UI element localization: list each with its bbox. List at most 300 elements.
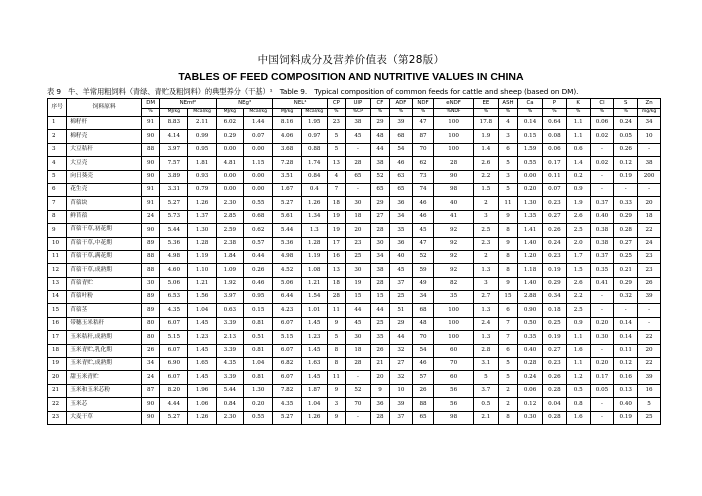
table-cell: 1.37 xyxy=(188,210,216,223)
table-cell: 5 xyxy=(473,371,498,384)
table-cell: 15 xyxy=(370,291,389,304)
table-cell: 28 xyxy=(345,358,370,371)
table-cell: 68 xyxy=(390,130,413,143)
table-cell: 1.96 xyxy=(188,384,216,397)
table-cell: 56 xyxy=(434,384,474,397)
table-cell: 1.23 xyxy=(301,331,327,344)
table-cell: 0.16 xyxy=(614,371,638,384)
row-number: 3 xyxy=(48,143,67,156)
table-cell: 0.15 xyxy=(518,130,543,143)
table-cell: 0.06 xyxy=(518,384,543,397)
table-cell: 82 xyxy=(434,277,474,290)
feed-name: 玉米秸秆,成熟期 xyxy=(67,331,142,344)
table-cell: 0.40 xyxy=(614,398,638,411)
table-cell: 1.20 xyxy=(518,250,543,263)
table-cell: 28 xyxy=(434,157,474,170)
table-cell: 9 xyxy=(327,317,345,330)
table-cell: 3.1 xyxy=(473,358,498,371)
table-cell: 35 xyxy=(390,224,413,237)
unit-ash: % xyxy=(498,109,517,117)
table-cell: 98 xyxy=(434,411,474,424)
table-cell: 92 xyxy=(434,224,474,237)
row-number: 12 xyxy=(48,264,67,277)
table-cell: 5.15 xyxy=(160,331,188,344)
feed-name: 玉米青贮,成熟期 xyxy=(67,358,142,371)
table-cell: 13 xyxy=(327,264,345,277)
table-cell: - xyxy=(590,304,614,317)
table-cell: 0.05 xyxy=(590,384,614,397)
table-cell: 1.54 xyxy=(301,291,327,304)
table-cell: 60 xyxy=(434,371,474,384)
header-uip: UIP xyxy=(345,99,370,109)
table-cell: 0.50 xyxy=(518,317,543,330)
table-cell: 0.27 xyxy=(543,344,567,357)
table-cell: 1.5 xyxy=(473,183,498,196)
table-cell: 2.38 xyxy=(216,237,243,250)
table-cell: 5.27 xyxy=(160,411,188,424)
feed-name: 花生壳 xyxy=(67,183,142,196)
table-cell: 3.68 xyxy=(273,143,301,156)
table-cell: 5 xyxy=(498,371,517,384)
table-cell: 0.23 xyxy=(543,250,567,263)
table-cell: 0.26 xyxy=(614,143,638,156)
table-cell: 46 xyxy=(412,210,434,223)
feed-name: 苜蓿干草,中花期 xyxy=(67,237,142,250)
table-cell: 19 xyxy=(327,210,345,223)
table-cell: 2.2 xyxy=(566,291,590,304)
header-adf: ADF xyxy=(390,99,413,109)
table-cell: 5.15 xyxy=(273,331,301,344)
table-row xyxy=(48,264,661,277)
table-cell: 73 xyxy=(412,170,434,183)
table-cell: 0.5 xyxy=(566,384,590,397)
table-cell: 4.14 xyxy=(160,130,188,143)
table-cell: 87 xyxy=(412,130,434,143)
table-cell: 0.00 xyxy=(216,143,243,156)
table-cell: 1.04 xyxy=(188,304,216,317)
table-cell: 5.27 xyxy=(273,197,301,210)
table-cell: 0.63 xyxy=(216,304,243,317)
table-cell: 1.21 xyxy=(188,277,216,290)
table-cell: 34 xyxy=(370,250,389,263)
table-row xyxy=(48,237,661,250)
table-cell: 1.01 xyxy=(301,304,327,317)
table-cell: 57 xyxy=(412,371,434,384)
table-cell: 5 xyxy=(498,183,517,196)
table-cell: 5.06 xyxy=(273,277,301,290)
table-row xyxy=(48,344,661,357)
table-row xyxy=(48,291,661,304)
row-number: 6 xyxy=(48,183,67,196)
table-cell: 4.98 xyxy=(273,250,301,263)
table-cell: 5 xyxy=(327,331,345,344)
table-cell: 0.27 xyxy=(614,237,638,250)
table-cell: 3.97 xyxy=(160,143,188,156)
table-row xyxy=(48,183,661,196)
table-cell: - xyxy=(590,344,614,357)
table-cell: 8 xyxy=(327,344,345,357)
header-zn: Zn xyxy=(638,99,661,109)
table-cell: 0.88 xyxy=(301,143,327,156)
feed-name: 玉米和玉米芯粉 xyxy=(67,384,142,397)
table-cell: 7.82 xyxy=(273,384,301,397)
table-cell: 23 xyxy=(345,237,370,250)
table-cell: 0.19 xyxy=(614,170,638,183)
table-cell: 88 xyxy=(412,398,434,411)
table-cell: 89 xyxy=(142,304,160,317)
table-cell: 1.65 xyxy=(188,358,216,371)
table-cell: 1.09 xyxy=(216,264,243,277)
table-cell: 18 xyxy=(345,210,370,223)
table-cell: 0.23 xyxy=(543,197,567,210)
table-cell: 0.18 xyxy=(543,304,567,317)
table-cell: 6.53 xyxy=(160,291,188,304)
table-cell: 5 xyxy=(327,130,345,143)
table-cell: 36 xyxy=(390,237,413,250)
table-cell: 1.56 xyxy=(188,291,216,304)
table-cell: 36 xyxy=(390,197,413,210)
table-cell: 0.20 xyxy=(518,183,543,196)
table-cell: 30 xyxy=(345,264,370,277)
table-cell: 6.07 xyxy=(160,317,188,330)
row-number: 14 xyxy=(48,291,67,304)
table-cell: 88 xyxy=(142,264,160,277)
unit-nel-mj: MJ/kg xyxy=(273,109,301,117)
table-cell: 1.44 xyxy=(243,117,272,130)
table-cell: 1.45 xyxy=(188,317,216,330)
table-cell: 6.44 xyxy=(273,291,301,304)
table-cell: 3.39 xyxy=(216,344,243,357)
table-cell: 0.28 xyxy=(614,224,638,237)
table-cell: 5.27 xyxy=(273,411,301,424)
table-cell: 3.51 xyxy=(273,170,301,183)
table-cell: 0.12 xyxy=(518,398,543,411)
table-cell: 5 xyxy=(498,157,517,170)
table-cell: 1.9 xyxy=(473,130,498,143)
table-cell: 100 xyxy=(434,317,474,330)
table-row xyxy=(48,224,661,237)
feed-name: 苜蓿块 xyxy=(67,197,142,210)
table-cell: 91 xyxy=(142,197,160,210)
table-cell: 2 xyxy=(498,384,517,397)
table-cell: 0.79 xyxy=(188,183,216,196)
feed-name: 苜蓿干草,成熟期 xyxy=(67,264,142,277)
table-cell: 2 xyxy=(473,197,498,210)
table-cell: 0.26 xyxy=(243,264,272,277)
table-cell: 0.55 xyxy=(243,197,272,210)
feed-name: 玉米青贮,乳化期 xyxy=(67,344,142,357)
table-cell: 6.07 xyxy=(273,317,301,330)
table-row xyxy=(48,384,661,397)
table-cell: 0.29 xyxy=(216,130,243,143)
table-row xyxy=(48,304,661,317)
table-cell: 2.88 xyxy=(518,291,543,304)
table-cell: 0.30 xyxy=(590,331,614,344)
table-cell: 0.00 xyxy=(216,170,243,183)
table-cell: 5.36 xyxy=(273,237,301,250)
feed-name: 棉籽杆 xyxy=(67,117,142,130)
table-cell: 0.95 xyxy=(188,143,216,156)
table-cell: 0.35 xyxy=(518,331,543,344)
table-cell: 20 xyxy=(370,371,389,384)
table-body xyxy=(48,117,661,425)
table-cell: 17.8 xyxy=(473,117,498,130)
table-cell: 0.19 xyxy=(543,331,567,344)
table-cell: 100 xyxy=(434,331,474,344)
table-cell: 2.7 xyxy=(473,291,498,304)
table-cell: 1.06 xyxy=(188,398,216,411)
header-ndf: NDF xyxy=(412,99,434,109)
table-cell: 30 xyxy=(345,331,370,344)
table-cell: 11 xyxy=(327,371,345,384)
table-cell: 1.40 xyxy=(518,237,543,250)
table-cell: 0.07 xyxy=(243,130,272,143)
table-cell: 7 xyxy=(498,331,517,344)
feed-name: 向日葵壳 xyxy=(67,170,142,183)
table-cell: 1.15 xyxy=(243,157,272,170)
table-cell: 37 xyxy=(390,411,413,424)
table-cell: 98 xyxy=(434,183,474,196)
table-cell: 41 xyxy=(434,210,474,223)
table-cell: 1.1 xyxy=(566,117,590,130)
table-cell: 1.45 xyxy=(301,371,327,384)
table-cell: 0.04 xyxy=(543,398,567,411)
table-cell: 15 xyxy=(345,291,370,304)
table-cell: 2.1 xyxy=(473,411,498,424)
table-cell: 28 xyxy=(370,411,389,424)
table-cell: - xyxy=(345,183,370,196)
table-cell: 90 xyxy=(434,170,474,183)
row-number: 8 xyxy=(48,210,67,223)
table-cell: 90 xyxy=(142,398,160,411)
table-cell: 6.07 xyxy=(273,344,301,357)
table-cell: 34 xyxy=(390,210,413,223)
table-cell: 1.3 xyxy=(473,264,498,277)
table-cell: 89 xyxy=(142,237,160,250)
table-cell: 24 xyxy=(638,237,661,250)
table-cell: 65 xyxy=(390,183,413,196)
table-row xyxy=(48,331,661,344)
table-cell: 8 xyxy=(498,264,517,277)
table-cell: 1.59 xyxy=(518,143,543,156)
table-cell: 1.1 xyxy=(566,331,590,344)
table-cell: 1.74 xyxy=(301,157,327,170)
table-cell: 0.02 xyxy=(590,157,614,170)
table-cell: 0.11 xyxy=(543,170,567,183)
table-cell: 3 xyxy=(498,170,517,183)
table-cell: 9 xyxy=(370,384,389,397)
table-cell: 0.14 xyxy=(614,331,638,344)
header-ca: Ca xyxy=(518,99,543,109)
table-cell: 1.30 xyxy=(243,384,272,397)
table-cell: - xyxy=(638,304,661,317)
table-cell: 28 xyxy=(370,277,389,290)
table-cell: 0.28 xyxy=(543,384,567,397)
table-row xyxy=(48,398,661,411)
table-cell: 1.87 xyxy=(301,384,327,397)
table-cell: 1.95 xyxy=(301,117,327,130)
table-cell: 0.81 xyxy=(243,317,272,330)
table-cell: 20 xyxy=(638,344,661,357)
table-cell: 4 xyxy=(327,170,345,183)
unit-zn: mg/kg xyxy=(638,109,661,117)
unit-adf: % xyxy=(390,109,413,117)
table-cell: 6.07 xyxy=(273,371,301,384)
table-cell: 1.3 xyxy=(473,304,498,317)
table-cell: 4.44 xyxy=(160,398,188,411)
row-number: 18 xyxy=(48,344,67,357)
table-cell: 40 xyxy=(434,197,474,210)
table-cell: 39 xyxy=(390,117,413,130)
table-cell: 9 xyxy=(498,277,517,290)
row-number: 15 xyxy=(48,304,67,317)
unit-cl: % xyxy=(590,109,614,117)
table-cell: 2.59 xyxy=(216,224,243,237)
unit-neg-mcal: Mcal/kg xyxy=(243,109,272,117)
table-cell: 46 xyxy=(412,358,434,371)
table-cell: 7.28 xyxy=(273,157,301,170)
unit-cf: % xyxy=(370,109,389,117)
table-cell: - xyxy=(345,371,370,384)
row-number: 1 xyxy=(48,117,67,130)
table-cell: 0.84 xyxy=(216,398,243,411)
table-cell: 1.35 xyxy=(518,210,543,223)
table-cell: 100 xyxy=(434,130,474,143)
table-cell: 4.35 xyxy=(216,358,243,371)
header-k: K xyxy=(566,99,590,109)
table-cell: 8 xyxy=(327,358,345,371)
table-cell: 9 xyxy=(498,237,517,250)
table-cell: 0.84 xyxy=(301,170,327,183)
feed-composition-table xyxy=(47,98,661,425)
table-cell: 45 xyxy=(345,130,370,143)
table-cell: 0.38 xyxy=(590,224,614,237)
unit-nel-mcal: Mcal/kg xyxy=(301,109,327,117)
table-cell: 2.5 xyxy=(566,224,590,237)
table-cell: 2.6 xyxy=(473,157,498,170)
table-cell: 0.40 xyxy=(590,210,614,223)
table-cell: 4.35 xyxy=(273,398,301,411)
table-cell: 1.84 xyxy=(216,250,243,263)
table-cell: 90 xyxy=(142,224,160,237)
table-cell: 1.04 xyxy=(243,358,272,371)
table-cell: 5.36 xyxy=(160,237,188,250)
table-cell: 0.46 xyxy=(243,277,272,290)
table-cell: 91 xyxy=(142,117,160,130)
table-cell: 8.83 xyxy=(160,117,188,130)
table-cell: 0.08 xyxy=(543,130,567,143)
feed-name: 大豆秸秆 xyxy=(67,143,142,156)
table-cell: 45 xyxy=(345,317,370,330)
table-cell: 70 xyxy=(345,398,370,411)
table-cell: 11 xyxy=(327,304,345,317)
table-cell: 0.24 xyxy=(543,237,567,250)
header-ash: ASH xyxy=(498,99,517,109)
unit-endf: %NDF xyxy=(434,109,474,117)
row-number: 7 xyxy=(48,197,67,210)
table-cell: 2.85 xyxy=(216,210,243,223)
table-cell: 1.45 xyxy=(301,317,327,330)
table-cell: 1.5 xyxy=(566,264,590,277)
table-cell: 0.23 xyxy=(543,358,567,371)
table-cell: 2.2 xyxy=(473,170,498,183)
table-cell: 5.06 xyxy=(160,277,188,290)
unit-k: % xyxy=(566,109,590,117)
table-cell: 0.81 xyxy=(243,344,272,357)
table-cell: 8.20 xyxy=(160,384,188,397)
table-cell: 39 xyxy=(638,291,661,304)
table-cell: 10 xyxy=(390,384,413,397)
table-cell: 89 xyxy=(142,291,160,304)
table-cell: 2.4 xyxy=(473,317,498,330)
table-cell: 0.29 xyxy=(543,277,567,290)
table-cell: - xyxy=(590,183,614,196)
header-endf: eNDF xyxy=(434,99,474,109)
table-cell: 16 xyxy=(327,250,345,263)
table-cell: 0.00 xyxy=(518,170,543,183)
table-cell: 0.06 xyxy=(590,117,614,130)
table-cell: 87 xyxy=(142,384,160,397)
table-cell: 45 xyxy=(412,224,434,237)
table-cell: 3.89 xyxy=(160,170,188,183)
table-cell: 5.61 xyxy=(273,210,301,223)
table-row xyxy=(48,277,661,290)
table-cell: 23 xyxy=(638,264,661,277)
table-cell: 1.3 xyxy=(473,331,498,344)
table-cell: 0.33 xyxy=(614,197,638,210)
table-cell: 26 xyxy=(370,344,389,357)
feed-name: 大豆壳 xyxy=(67,157,142,170)
table-cell: 3 xyxy=(327,398,345,411)
table-cell: 0.28 xyxy=(543,411,567,424)
table-cell: 1.28 xyxy=(301,237,327,250)
table-cell: 16 xyxy=(638,384,661,397)
table-cell: 47 xyxy=(412,117,434,130)
table-cell: 80 xyxy=(142,331,160,344)
table-cell: 0.34 xyxy=(543,291,567,304)
header-dm: DM xyxy=(142,99,160,109)
unit-ee: % xyxy=(473,109,498,117)
table-cell: 1.9 xyxy=(566,197,590,210)
table-cell: 26 xyxy=(412,384,434,397)
table-cell: 1.08 xyxy=(301,264,327,277)
table-cell: - xyxy=(614,183,638,196)
table-cell: 0.95 xyxy=(243,291,272,304)
table-cell: 23 xyxy=(638,250,661,263)
table-cell: 90 xyxy=(142,130,160,143)
table-cell: 0.12 xyxy=(614,358,638,371)
row-number: 17 xyxy=(48,331,67,344)
table-cell: 44 xyxy=(390,331,413,344)
table-cell: 1.19 xyxy=(301,250,327,263)
table-cell: 6 xyxy=(498,344,517,357)
table-cell: 1.4 xyxy=(566,157,590,170)
table-cell: 0.06 xyxy=(543,143,567,156)
table-cell: 0.37 xyxy=(590,197,614,210)
table-cell: 40 xyxy=(390,250,413,263)
table-cell: 1.7 xyxy=(566,250,590,263)
table-cell: 26 xyxy=(638,277,661,290)
table-cell: 28 xyxy=(370,224,389,237)
table-cell: 19 xyxy=(327,224,345,237)
document-title-cn: 中国饲料成分及营养价值表（第28版） xyxy=(257,54,445,66)
table-cell: 2.13 xyxy=(216,331,243,344)
table-cell: 35 xyxy=(370,331,389,344)
table-cell: 29 xyxy=(370,197,389,210)
table-cell: 1.45 xyxy=(188,344,216,357)
row-number: 4 xyxy=(48,157,67,170)
table-cell: 7 xyxy=(327,183,345,196)
